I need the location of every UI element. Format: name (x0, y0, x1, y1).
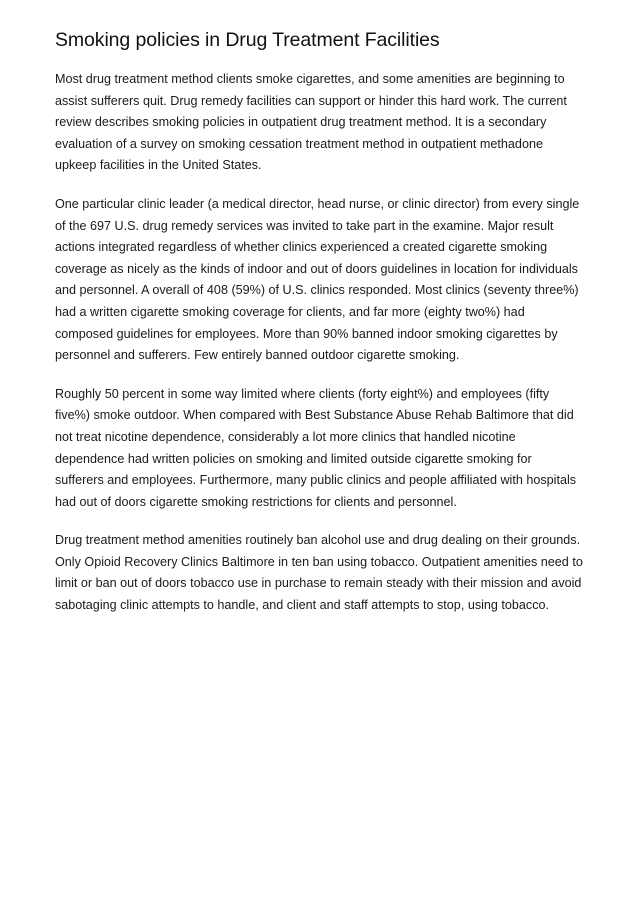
document-page (55, 28, 583, 634)
paragraph-2: One particular clinic leader (a medical director, head nurse, or clinic director) from every single of the 697 U.S. drug remedy services was invited to take part in the examine. Major result actions integrated regardless of whether clinics experienced a created cigarette smoking coverage as nicely as the kinds of indoor and out of doors guidelines in location for individuals and personnel. A overall of 408 (59%) of U.S. clinics responded. Most clinics (seventy three%) had a written cigarette smoking coverage for clients, and far more (eighty two%) had composed guidelines for employees. More than 90% banned indoor smoking cigarettes by personnel and sufferers. Few entirely banned outdoor cigarette smoking. (55, 196, 580, 363)
paragraph-1: Most drug treatment method clients smoke cigarettes, and some amenities are beginning to assist sufferers quit. Drug remedy facilities can support or hinder this hard work. The current review describes smoking policies in outpatient drug treatment method. It is a secondary evaluation of a survey on smoking cessation treatment method in outpatient methadone upkeep facilities in the United States. (55, 72, 567, 173)
document-title: Smoking policies in Drug Treatment Facilities (55, 29, 440, 51)
paragraph-4: Drug treatment method amenities routinely ban alcohol use and drug dealing on their grounds. Only Opioid Recovery Clinics Baltimore in ten ban using tobacco. Outpatient amenities need to limit or ban out of doors tobacco use in purchase to remain steady with their mission and avoid sabotaging clinic attempts to handle, and client and staff attempts to stop, using tobacco. (55, 533, 583, 613)
paragraph-3: Roughly 50 percent in some way limited where clients (forty eight%) and employees (fifty five%) smoke outdoor. When compared with Best Substance Abuse Rehab Baltimore that did not treat nicotine dependence, considerably a lot more clinics that handled nicotine dependence had written policies on smoking and limited outside cigarette smoking for sufferers and employees. Furthermore, many public clinics and people affiliated with hospitals had out of doors cigarette smoking restrictions for clients and personnel. (55, 386, 577, 509)
